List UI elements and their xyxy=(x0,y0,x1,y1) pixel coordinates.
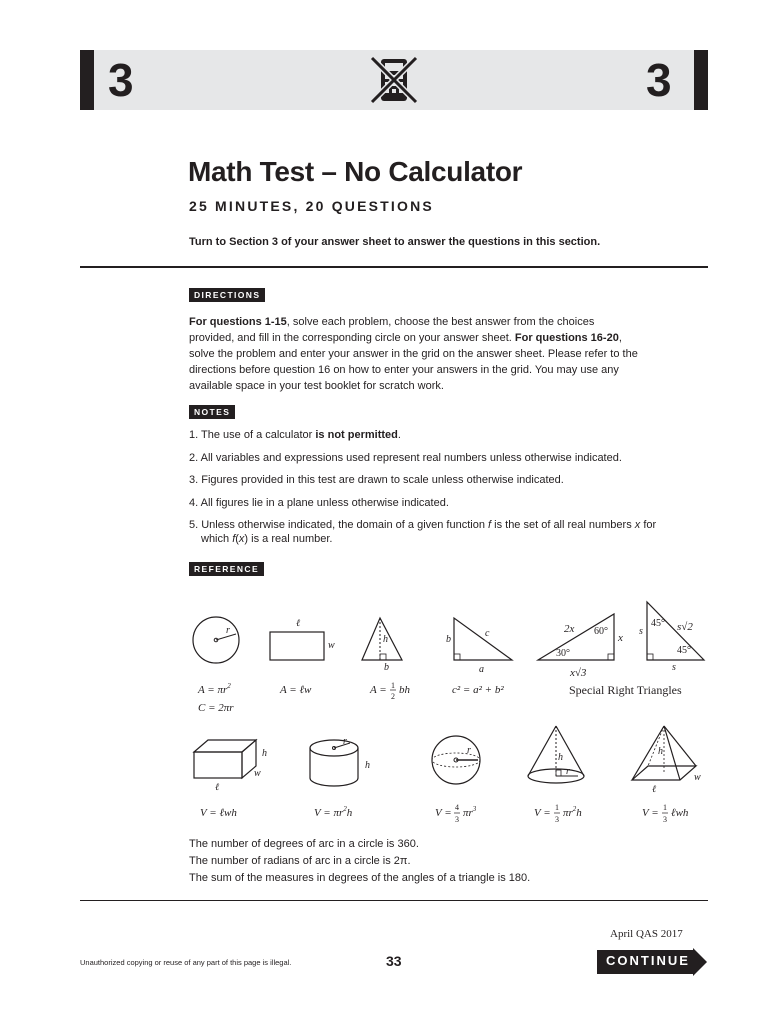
box-w-label: w xyxy=(254,768,261,779)
right-triangle-c-label: c xyxy=(485,628,490,639)
note-1-bold: is not permitted xyxy=(315,429,398,441)
svg-text:A = πr2 xyxy=(197,682,231,696)
directions-bold-1: For questions 1-15 xyxy=(189,316,287,328)
pythagorean-formula: c² = a² + b² xyxy=(452,684,504,696)
no-calculator-icon xyxy=(368,54,420,106)
circle-area-exponent: 2 xyxy=(227,682,231,690)
triangle-30-60-2x-label: 2x xyxy=(564,623,575,635)
note-5-x: x xyxy=(634,519,641,531)
sphere-r-label: r xyxy=(467,745,471,756)
special-right-triangles-caption: Special Right Triangles xyxy=(569,683,682,697)
note-5-fx: f xyxy=(232,533,236,545)
triangle-area-prefix: A = xyxy=(370,684,387,696)
fact-degrees: The number of degrees of arc in a circle is 360. xyxy=(189,838,419,850)
directions-text-1: , solve each problem, choose the best answer from the choices provided, and fill in the corresponding circle on your answer sheet. xyxy=(189,316,595,344)
pyramid-volume-denominator: 3 xyxy=(663,815,667,824)
cone-r-label: r xyxy=(566,766,570,777)
triangle-area-suffix: bh xyxy=(399,684,410,696)
cylinder-figure xyxy=(310,736,370,819)
rectangular-box-figure xyxy=(194,740,267,819)
directions-text xyxy=(189,314,639,394)
triangle-45-45-90-figure xyxy=(639,602,704,673)
triangle-b-label: b xyxy=(384,662,389,673)
divider-bottom xyxy=(80,900,708,901)
page-title: Math Test – No Calculator xyxy=(188,156,523,187)
triangle-figure xyxy=(362,618,411,701)
cylinder-volume-end: h xyxy=(346,807,353,819)
triangle-60-angle-label: 60° xyxy=(594,626,608,637)
sphere-figure xyxy=(432,736,480,824)
box-l-label: ℓ xyxy=(215,782,220,793)
section-number-right: 3 xyxy=(646,54,672,106)
sphere-volume-suffix: πr xyxy=(463,807,473,819)
right-triangle-b-label: b xyxy=(446,634,451,645)
note-item-5 xyxy=(189,518,659,546)
cone-volume-suffix: πr xyxy=(563,807,573,819)
triangle-30-60-x-label: x xyxy=(618,632,623,644)
directions-label: DIRECTIONS xyxy=(189,288,265,302)
triangle-45-s-left-label: s xyxy=(639,626,643,637)
svg-text:πr2h xyxy=(563,805,582,819)
cone-figure xyxy=(528,726,584,824)
triangle-45-angle-bottom-label: 45° xyxy=(677,645,691,656)
cylinder-volume-exponent: 2 xyxy=(343,805,347,813)
directions-bold-2: For questions 16-20 xyxy=(514,332,619,344)
triangle-30-60-xroot3-label: x√3 xyxy=(570,667,587,679)
triangle-area-denominator: 2 xyxy=(391,692,395,701)
note-item-3: 3. Figures provided in this test are drawn to scale unless otherwise indicated. xyxy=(189,474,564,486)
answer-sheet-instruction: Turn to Section 3 of your answer sheet to answer the questions in this section. xyxy=(189,236,601,248)
form-code: April QAS 2017 xyxy=(610,928,683,940)
cylinder-r-label: r xyxy=(343,736,347,747)
sphere-volume-denominator: 3 xyxy=(455,815,459,824)
reference-label: REFERENCE xyxy=(189,562,264,576)
triangle-h-label: h xyxy=(383,634,388,645)
note-1-text: 1. The use of a calculator xyxy=(189,429,316,441)
reference-figures xyxy=(180,590,720,830)
triangle-30-60-90-figure xyxy=(538,614,623,679)
notes-label: NOTES xyxy=(189,405,235,419)
note-5-text-e: ) is a real number. xyxy=(244,533,333,545)
note-item-1 xyxy=(189,428,659,442)
cone-volume-end: h xyxy=(576,807,582,819)
right-triangle-a-label: a xyxy=(479,664,484,675)
rectangle-w-label: w xyxy=(328,640,335,651)
triangle-area-numerator: 1 xyxy=(391,681,395,690)
svg-text:V = πr2h xyxy=(314,805,353,819)
fact-radians: The number of radians of arc in a circle is 2π. xyxy=(189,855,411,867)
box-h-label: h xyxy=(262,748,267,759)
note-5-text-b: is the set of all real numbers xyxy=(491,519,635,531)
triangle-45-sroot2-label: s√2 xyxy=(677,621,693,633)
note-5-x2: x xyxy=(238,533,245,545)
right-triangle-figure xyxy=(446,618,512,696)
triangle-45-angle-top-label: 45° xyxy=(651,618,665,629)
circle-circumference-formula: C = 2πr xyxy=(198,702,234,714)
rectangle-area-formula: A = ℓw xyxy=(280,684,312,696)
cone-volume-denominator: 3 xyxy=(555,815,559,824)
page-subtitle: 25 MINUTES, 20 QUESTIONS xyxy=(189,198,434,214)
cone-volume-numerator: 1 xyxy=(555,803,559,812)
reference-facts xyxy=(189,836,530,887)
divider-top xyxy=(80,266,708,268)
fact-triangle-sum: The sum of the measures in degrees of the angles of a triangle is 180. xyxy=(189,872,531,884)
page-number: 33 xyxy=(386,953,402,969)
continue-label: CONTINUE xyxy=(606,953,690,968)
pyramid-figure xyxy=(632,726,701,824)
pyramid-volume-prefix: V = xyxy=(642,807,659,819)
sphere-volume-numerator: 4 xyxy=(455,803,459,812)
header-bar-left xyxy=(80,50,94,110)
directions-text-2: , solve the problem and enter your answer in the grid on the answer sheet. Please refer to the directions before question 16 on how to enter your answers in the grid. You may use any available space in your test booklet for scratch work. xyxy=(189,332,638,392)
header-bar-right xyxy=(694,50,708,110)
copyright-notice: Unauthorized copying or reuse of any part of this page is illegal. xyxy=(80,958,292,967)
circle-figure xyxy=(193,617,239,714)
cylinder-h-label: h xyxy=(365,760,370,771)
rectangle-l-label: ℓ xyxy=(296,618,301,629)
cylinder-volume-formula: V = πr xyxy=(314,807,344,819)
note-5-f: f xyxy=(488,519,492,531)
pyramid-volume-suffix: ℓwh xyxy=(671,807,689,819)
note-5-paren-open: ( xyxy=(235,533,239,545)
pyramid-l-label: ℓ xyxy=(652,784,657,795)
sphere-volume-exponent: 3 xyxy=(472,805,477,813)
triangle-30-angle-label: 30° xyxy=(556,648,570,659)
section-number-left: 3 xyxy=(108,54,134,106)
note-item-2: 2. All variables and expressions used represent real numbers unless otherwise indicated. xyxy=(189,451,622,464)
triangle-45-s-bottom-label: s xyxy=(672,662,676,673)
rectangle-figure xyxy=(270,618,335,696)
pyramid-w-label: w xyxy=(694,772,701,783)
circle-area-formula: A = πr xyxy=(198,684,228,696)
notes-list xyxy=(189,428,659,555)
note-1-end: . xyxy=(397,429,401,441)
cone-h-label: h xyxy=(558,752,563,763)
pyramid-h-label: h xyxy=(658,746,663,757)
note-5-text-a: 5. Unless otherwise indicated, the domain of a given function xyxy=(189,519,489,531)
cone-volume-exponent: 2 xyxy=(572,805,577,813)
circle-r-label: r xyxy=(226,625,230,636)
cone-volume-prefix: V = xyxy=(534,807,551,819)
note-5-text-c: for which xyxy=(201,519,657,545)
pyramid-volume-numerator: 1 xyxy=(663,803,667,812)
box-volume-formula: V = ℓwh xyxy=(200,807,237,819)
note-item-4: 4. All figures lie in a plane unless otherwise indicated. xyxy=(189,496,449,509)
sphere-volume-prefix: V = xyxy=(435,807,452,819)
svg-text:πr3 xyxy=(463,805,477,819)
